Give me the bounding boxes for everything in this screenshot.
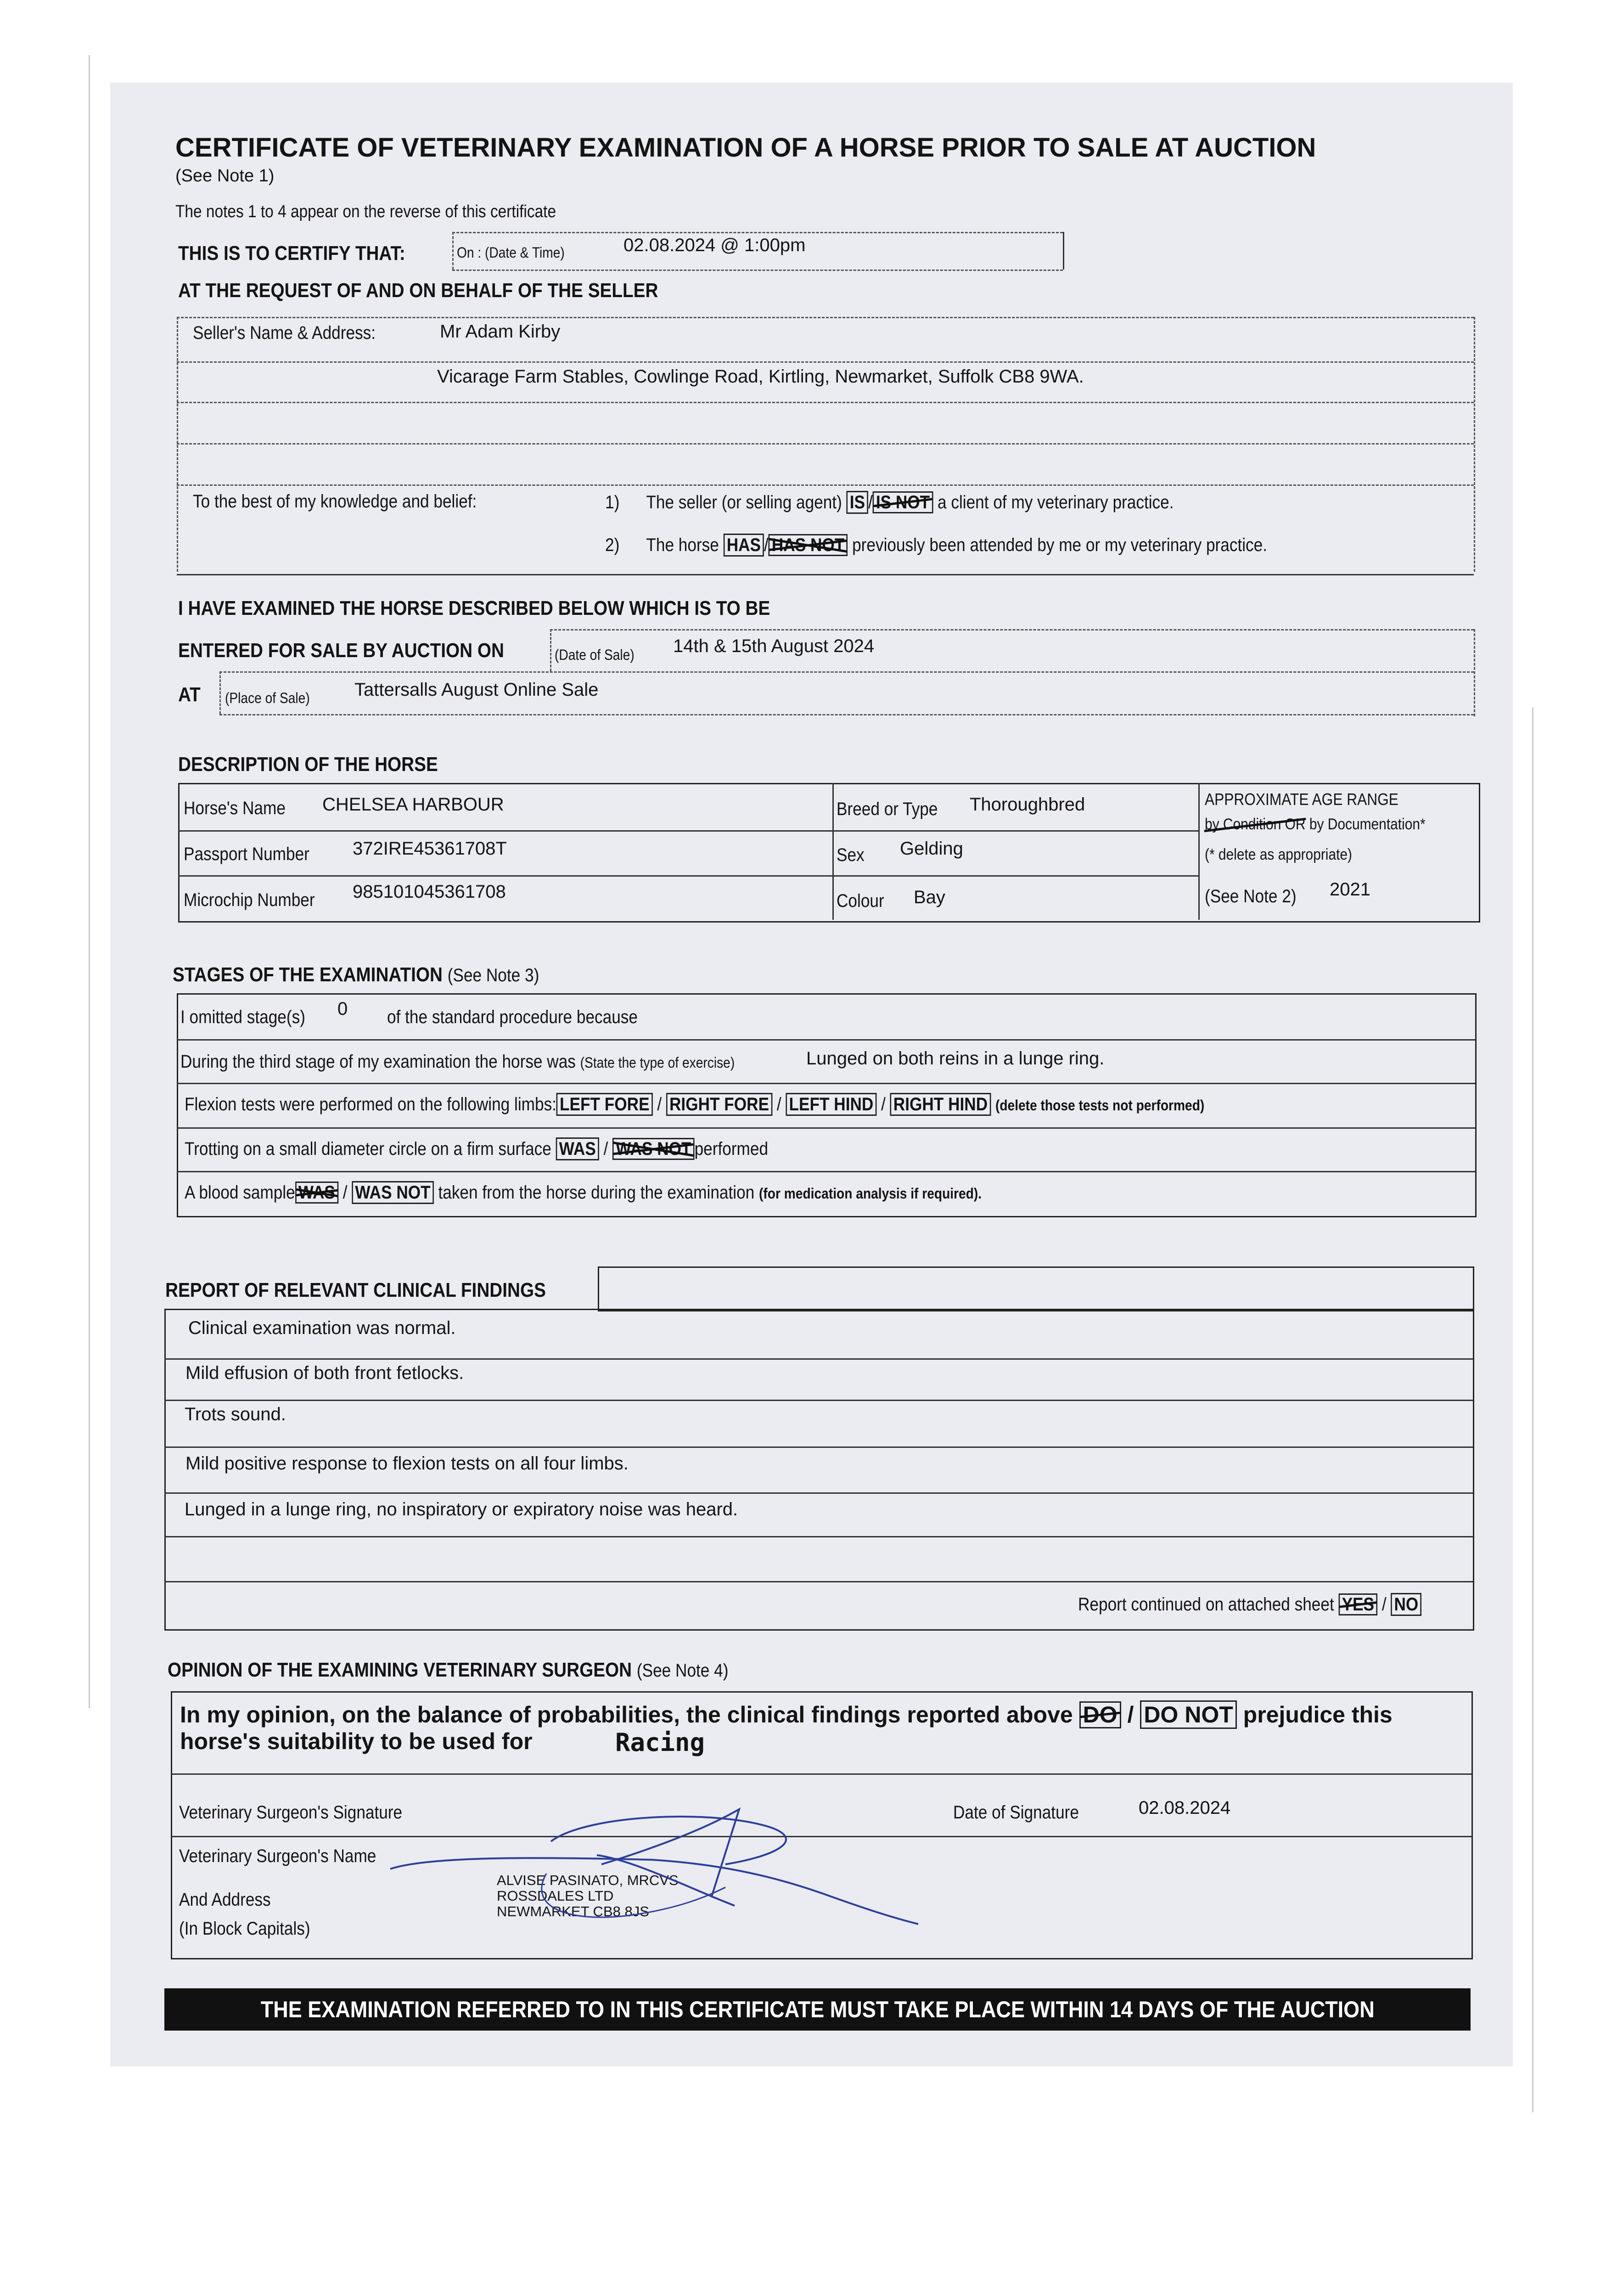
- finding-line-2: Mild effusion of both front fetlocks.: [185, 1363, 464, 1383]
- trot-was-not-option-struck[interactable]: WAS NOT: [612, 1138, 694, 1160]
- flexion-pre: Flexion tests were performed on the following limbs:: [185, 1094, 556, 1114]
- opinion-text-post: prejudice this: [1243, 1702, 1393, 1728]
- omitted-value: 0: [337, 999, 348, 1019]
- continued-row: [1078, 1593, 1421, 1615]
- continued-no-option[interactable]: NO: [1391, 1593, 1421, 1616]
- statement-1-pre: The seller (or selling agent): [646, 492, 842, 512]
- certificate-title: CERTIFICATE OF VETERINARY EXAMINATION OF A HORSE PRIOR TO SALE AT AUCTION: [175, 133, 1316, 163]
- flexion-sep-1: /: [657, 1094, 662, 1114]
- finding-line-5: Lunged in a lunge ring, no inspiratory or expiratory noise was heard.: [185, 1499, 738, 1519]
- surgeon-address-label: And Address: [179, 1890, 271, 1910]
- seller-name-value: Mr Adam Kirby: [440, 321, 561, 342]
- statement-2-sep: /: [764, 535, 769, 555]
- colour-value: Bay: [914, 887, 945, 907]
- microchip-label: Microchip Number: [184, 890, 315, 910]
- flexion-right-hind[interactable]: RIGHT HIND: [890, 1093, 991, 1116]
- statement-1: [605, 491, 1174, 513]
- breed-value: Thoroughbred: [970, 794, 1085, 815]
- blood-sep: /: [343, 1182, 348, 1203]
- flexion-right-fore[interactable]: RIGHT FORE: [666, 1093, 772, 1116]
- examined-label: I HAVE EXAMINED THE HORSE DESCRIBED BELOW WHICH IS TO BE: [178, 597, 770, 619]
- flexion-row: [185, 1094, 1204, 1115]
- statement-1-sep: /: [868, 492, 873, 512]
- sale-place-label: (Place of Sale): [225, 690, 310, 706]
- seller-box-right: [1474, 317, 1475, 572]
- findings-row-1: [164, 1358, 1473, 1360]
- omitted-pre: I omitted stage(s): [180, 1007, 305, 1027]
- opinion-use-value: Racing: [615, 1728, 705, 1757]
- seller-address-value: Vicarage Farm Stables, Cowlinge Road, Kirtling, Newmarket, Suffolk CB8 9WA.: [437, 366, 1084, 387]
- finding-line-1: Clinical examination was normal.: [188, 1318, 456, 1338]
- seller-line-6: [177, 574, 1474, 575]
- block-capitals-label: (In Block Capitals): [179, 1919, 310, 1939]
- third-stage-hint: (State the type of exercise): [580, 1054, 735, 1071]
- flexion-post: (delete those tests not performed): [995, 1097, 1205, 1114]
- stages-row-2: [177, 1083, 1475, 1084]
- findings-header-box: [598, 1266, 1474, 1311]
- blood-was-not-option[interactable]: WAS NOT: [352, 1181, 433, 1204]
- seller-line-1: [177, 317, 1474, 318]
- sex-label: Sex: [837, 845, 865, 865]
- third-stage-value: Lunged on both reins in a lunge ring.: [806, 1048, 1105, 1069]
- sale-date-right: [1474, 629, 1475, 716]
- microchip-value: 985101045361708: [353, 882, 506, 902]
- on-field-left: [452, 232, 454, 270]
- trot-sep: /: [603, 1139, 608, 1159]
- horse-name-label: Horse's Name: [184, 798, 286, 818]
- horse-name-value: CHELSEA HARBOUR: [322, 794, 504, 815]
- stages-note: (See Note 3): [447, 965, 539, 985]
- flexion-sep-3: /: [881, 1094, 886, 1114]
- opinion-label: [168, 1659, 728, 1682]
- seller-line-2: [177, 361, 1474, 363]
- opinion-text-line-1: [180, 1701, 1393, 1728]
- age-delete-note: (* delete as appropriate): [1205, 846, 1353, 863]
- finding-line-3: Trots sound.: [185, 1404, 286, 1424]
- opinion-text-pre: In my opinion, on the balance of probabilities, the clinical findings reported above: [180, 1702, 1073, 1728]
- statement-2-num: 2): [605, 535, 620, 555]
- client-is-not-option-struck[interactable]: IS NOT: [873, 491, 933, 513]
- blood-was-option-struck[interactable]: WAS: [295, 1182, 338, 1204]
- stages-row-1: [177, 1039, 1475, 1041]
- blood-row: [185, 1182, 982, 1204]
- on-field-top: [452, 232, 1063, 233]
- omitted-post: of the standard procedure because: [387, 1007, 638, 1027]
- findings-label: REPORT OF RELEVANT CLINICAL FINDINGS: [165, 1279, 546, 1301]
- seller-name-label: Seller's Name & Address:: [193, 323, 376, 343]
- opinion-line-2: horse's suitability to be used for: [180, 1728, 533, 1754]
- statement-1-post: a client of my veterinary practice.: [938, 492, 1174, 512]
- description-col-2: [1198, 783, 1200, 920]
- sale-place-value: Tattersalls August Online Sale: [354, 680, 599, 700]
- sex-value: Gelding: [900, 838, 963, 859]
- seller-line-4: [177, 443, 1474, 445]
- trot-post: performed: [694, 1139, 769, 1159]
- opinion-title: OPINION OF THE EXAMINING VETERINARY SURGEON: [168, 1659, 632, 1681]
- scan-edge-left: [89, 55, 90, 1708]
- colour-label: Colour: [837, 891, 884, 911]
- seller-line-5: [177, 484, 1474, 486]
- blood-post: taken from the horse during the examination: [438, 1182, 755, 1203]
- horse-has-option[interactable]: HAS: [724, 534, 764, 557]
- signature-label: Veterinary Surgeon's Signature: [179, 1802, 403, 1823]
- description-row-1: [178, 830, 1198, 832]
- opinion-do-not-option[interactable]: DO NOT: [1140, 1700, 1236, 1729]
- opinion-sep: /: [1127, 1702, 1134, 1728]
- age-range-options: [1205, 816, 1426, 833]
- third-stage-text: During the third stage of my examination the horse was: [180, 1052, 576, 1072]
- certify-label: THIS IS TO CERTIFY THAT:: [178, 242, 405, 264]
- stamp-line-2: ROSSDALES LTD: [497, 1888, 614, 1904]
- stamp-line-3: NEWMARKET CB8 8JS: [497, 1903, 649, 1919]
- flexion-sep-2: /: [776, 1094, 781, 1114]
- date-signature-label: Date of Signature: [953, 1802, 1079, 1823]
- sale-place-bottom: [219, 714, 1474, 715]
- trot-row: [185, 1138, 768, 1160]
- flexion-left-fore[interactable]: LEFT FORE: [556, 1093, 653, 1116]
- blood-pre: A blood sample: [185, 1182, 295, 1203]
- continued-sep: /: [1382, 1594, 1387, 1615]
- title-note: (See Note 1): [175, 166, 275, 186]
- age-range-label: APPROXIMATE AGE RANGE: [1205, 790, 1398, 809]
- age-value: 2021: [1330, 879, 1370, 900]
- seller-line-3: [177, 402, 1474, 403]
- sale-date-value: 14th & 15th August 2024: [673, 636, 875, 656]
- scan-edge-right: [1532, 707, 1533, 2112]
- passport-value: 372IRE45361708T: [353, 838, 507, 859]
- flexion-left-hind[interactable]: LEFT HIND: [786, 1093, 876, 1116]
- opinion-row-1: [171, 1773, 1471, 1775]
- trot-pre: Trotting on a small diameter circle on a firm surface: [185, 1139, 551, 1159]
- findings-row-4: [164, 1492, 1473, 1494]
- entered-label: ENTERED FOR SALE BY AUCTION ON: [178, 639, 504, 662]
- age-see-note: (See Note 2): [1205, 886, 1297, 906]
- age-by-documentation[interactable]: by Documentation*: [1309, 816, 1426, 833]
- footer-banner-text: THE EXAMINATION REFERRED TO IN THIS CERTIFICATE MUST TAKE PLACE WITHIN 14 DAYS OF THE AUCTION: [260, 1997, 1375, 2022]
- date-signature-value: 02.08.2024: [1139, 1798, 1231, 1818]
- request-label: AT THE REQUEST OF AND ON BEHALF OF THE SELLER: [178, 279, 658, 302]
- third-stage-pre: [180, 1052, 735, 1072]
- notes-text: The notes 1 to 4 appear on the reverse of this certificate: [175, 202, 556, 221]
- stages-label: [173, 963, 539, 986]
- opinion-note: (See Note 4): [636, 1660, 729, 1681]
- findings-row-5: [164, 1536, 1473, 1537]
- stages-title: STAGES OF THE EXAMINATION: [173, 963, 443, 986]
- footer-banner: [164, 1988, 1471, 2031]
- statement-2-pre: The horse: [646, 535, 719, 555]
- statement-1-num: 1): [605, 492, 620, 512]
- sale-place-top: [219, 671, 1474, 673]
- findings-row-3: [164, 1446, 1473, 1448]
- surgeon-name-label: Veterinary Surgeon's Name: [179, 1846, 376, 1866]
- stamp-line-1: ALVISE PASINATO, MRCVS: [497, 1872, 679, 1888]
- stages-row-4: [177, 1171, 1475, 1172]
- trot-was-option[interactable]: WAS: [556, 1137, 599, 1160]
- opinion-do-option-struck[interactable]: DO: [1079, 1701, 1121, 1728]
- breed-label: Breed or Type: [837, 799, 938, 819]
- client-is-option[interactable]: IS: [847, 491, 868, 514]
- sale-date-top: [550, 629, 1474, 630]
- horse-has-not-option-struck[interactable]: HAS NOT: [769, 534, 848, 556]
- description-row-2: [178, 875, 1198, 877]
- on-field-right: [1063, 232, 1064, 270]
- stages-row-3: [177, 1127, 1475, 1129]
- statement-2: [605, 534, 1267, 556]
- findings-row-6: [164, 1581, 1473, 1582]
- on-field-bottom: [452, 270, 1063, 271]
- at-label: AT: [178, 683, 201, 706]
- description-label: DESCRIPTION OF THE HORSE: [178, 753, 438, 776]
- continued-label: Report continued on attached sheet: [1078, 1594, 1334, 1615]
- blood-note: (for medication analysis if required).: [759, 1185, 982, 1202]
- findings-row-2: [164, 1400, 1473, 1401]
- continued-yes-option-struck[interactable]: YES: [1339, 1593, 1378, 1615]
- sale-date-left: [550, 629, 551, 671]
- signature-scribble: [376, 1800, 1019, 1965]
- sale-place-left: [219, 671, 221, 714]
- age-by-condition-struck[interactable]: by Condition OR: [1205, 816, 1306, 833]
- on-value: 02.08.2024 @ 1:00pm: [623, 235, 806, 255]
- knowledge-label: To the best of my knowledge and belief:: [193, 491, 477, 512]
- description-col-1: [832, 783, 834, 920]
- on-label: On : (Date & Time): [457, 244, 565, 261]
- finding-line-4: Mild positive response to flexion tests on all four limbs.: [185, 1453, 629, 1474]
- statement-2-post: previously been attended by me or my veterinary practice.: [852, 535, 1268, 555]
- sale-date-label: (Date of Sale): [555, 647, 635, 663]
- passport-label: Passport Number: [184, 844, 309, 864]
